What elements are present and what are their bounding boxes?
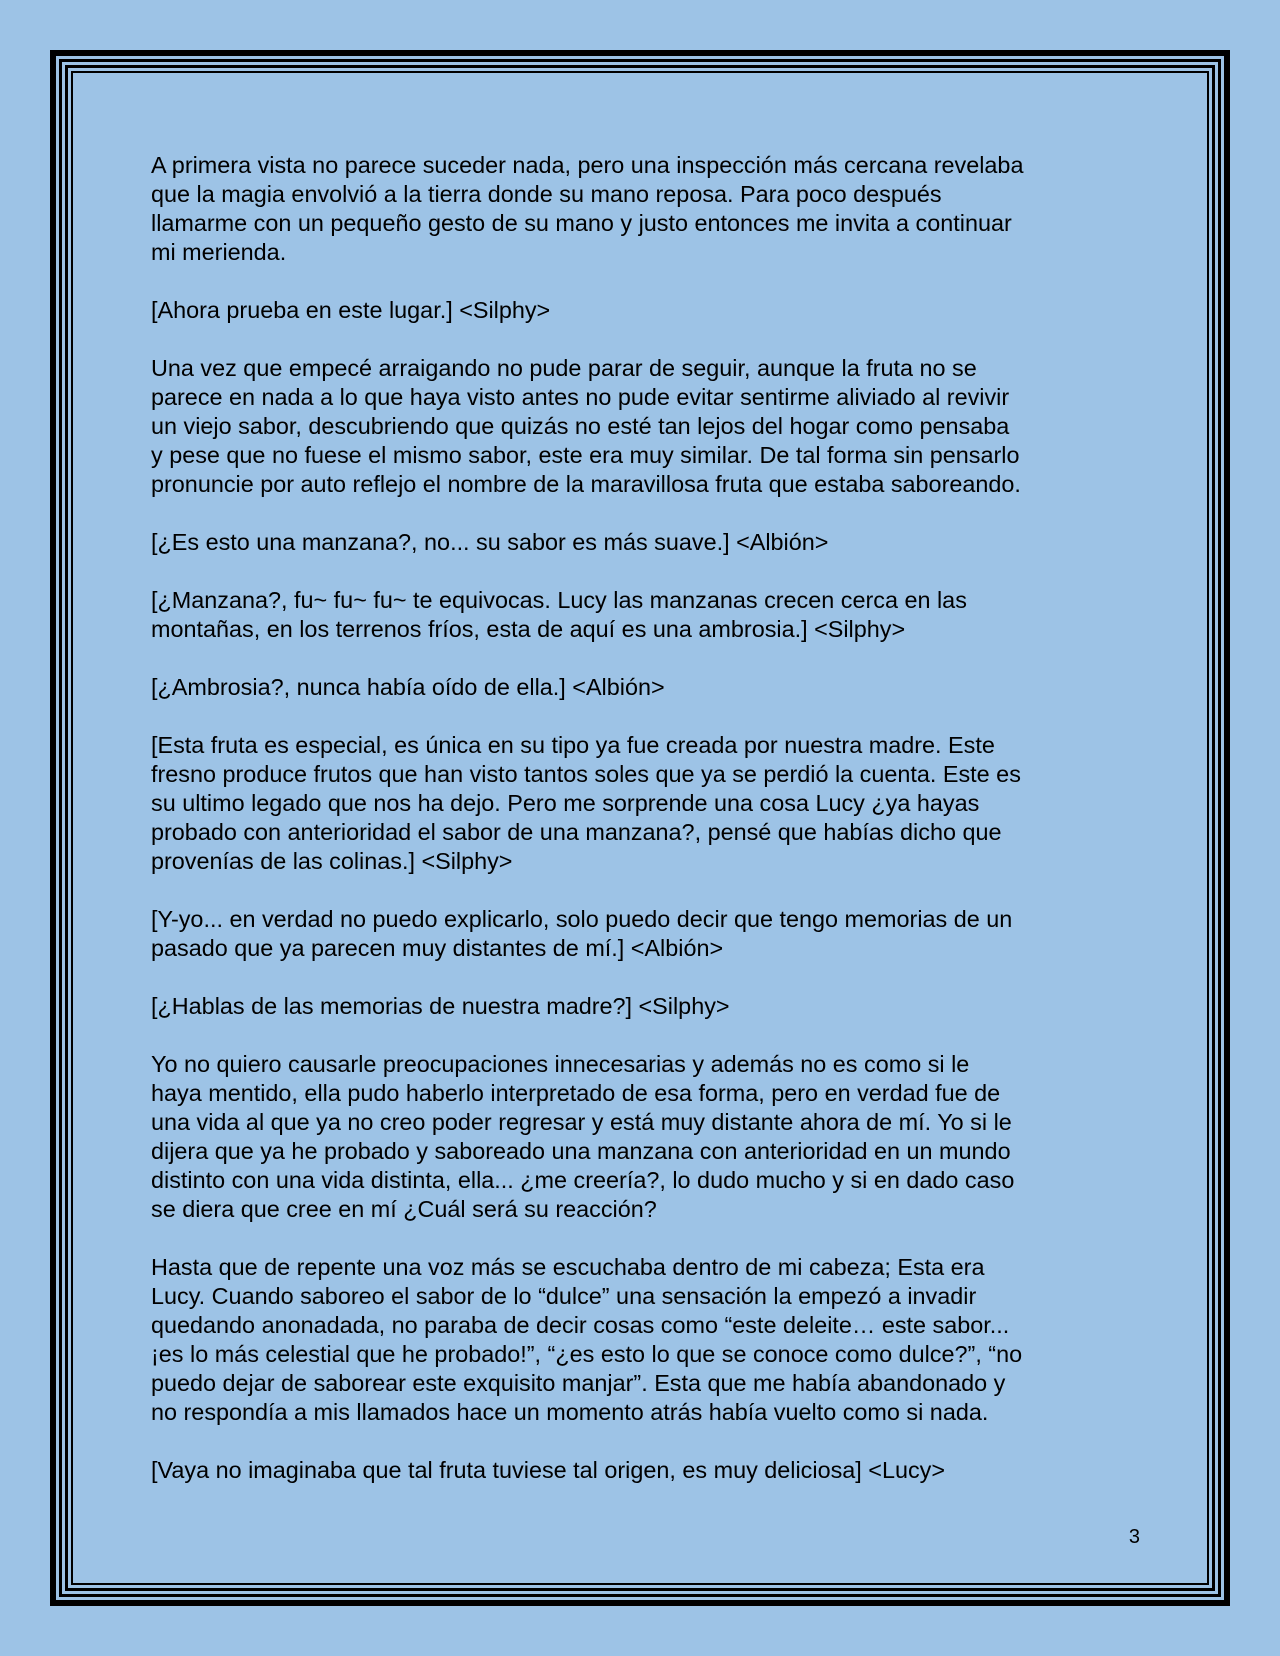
paragraph: [Ahora prueba en este lugar.] <Silphy> <box>151 297 551 323</box>
paragraph: [¿Ambrosia?, nunca había oído de ella.] <Albión> <box>151 674 665 700</box>
page-body <box>151 151 1111 1514</box>
paragraph: Hasta que de repente una voz más se escuchaba dentro de mi cabeza; Esta era Lucy. Cuando saboreo el sabor de lo “dulce” una sensación la empezó a invadir quedando anonadada, no paraba de decir cosas como “este deleite… este sabor... ¡es lo más celestial que he probado!”, “¿es esto lo que se conoce como dulce?”, “no puedo dejar de saborear este exquisito manjar”. Esta que me había abandonado y no respondía a mis llamados hace un momento atrás había vuelto como si nada. <box>151 1254 1023 1425</box>
paragraph: [¿Manzana?, fu~ fu~ fu~ te equivocas. Lucy las manzanas crecen cerca en las montañas, en los terrenos fríos, esta de aquí es una ambrosia.] <Silphy> <box>151 587 967 642</box>
paragraph: Una vez que empecé arraigando no pude parar de seguir, aunque la fruta no se parece en nada a lo que haya visto antes no pude evitar sentirme aliviado al revivir un viejo sabor, descubriendo que quizás no esté tan lejos del hogar como pensaba y pese que no fuese el mismo sabor, este era muy similar. De tal forma sin pensarlo pronuncie por auto reflejo el nombre de la maravillosa fruta que estaba saboreando. <box>151 355 1021 497</box>
page-number: 3 <box>1128 1526 1140 1548</box>
paragraph: [¿Hablas de las memorias de nuestra madre?] <Silphy> <box>151 993 730 1019</box>
paragraph: A primera vista no parece suceder nada, pero una inspección más cercana revelaba que la magia envolvió a la tierra donde su mano reposa. Para poco después llamarme con un pequeño gesto de su mano y justo entonces me invita a continuar mi merienda. <box>151 152 1024 265</box>
paragraph: [Vaya no imaginaba que tal fruta tuviese tal origen, es muy deliciosa] <Lucy> <box>151 1457 946 1483</box>
paragraph: [¿Es esto una manzana?, no... su sabor es más suave.] <Albión> <box>151 529 829 555</box>
paragraph: [Esta fruta es especial, es única en su tipo ya fue creada por nuestra madre. Este fresno produce frutos que han visto tantos soles que ya se perdió la cuenta. Este es su ultimo legado que nos ha dejo. Pero me sorprende una cosa Lucy ¿ya hayas probado con anterioridad el sabor de una manzana?, pensé que habías dicho que provenías de las colinas.] <Silphy> <box>151 732 1021 874</box>
paragraph: [Y-yo... en verdad no puedo explicarlo, solo puedo decir que tengo memorias de un pasado que ya parecen muy distantes de mí.] <Albión> <box>151 906 1013 961</box>
paragraph: Yo no quiero causarle preocupaciones innecesarias y además no es como si le haya mentido, ella pudo haberlo interpretado de esa forma, pero en verdad fue de una vida al que ya no creo poder regresar y está muy distante ahora de mí. Yo si le dijera que ya he probado y saboreado una manzana con anterioridad en un mundo distinto con una vida distinta, ella... ¿me creería?, lo dudo mucho y si en dado caso se diera que cree en mí ¿Cuál será su reacción? <box>151 1051 1015 1222</box>
